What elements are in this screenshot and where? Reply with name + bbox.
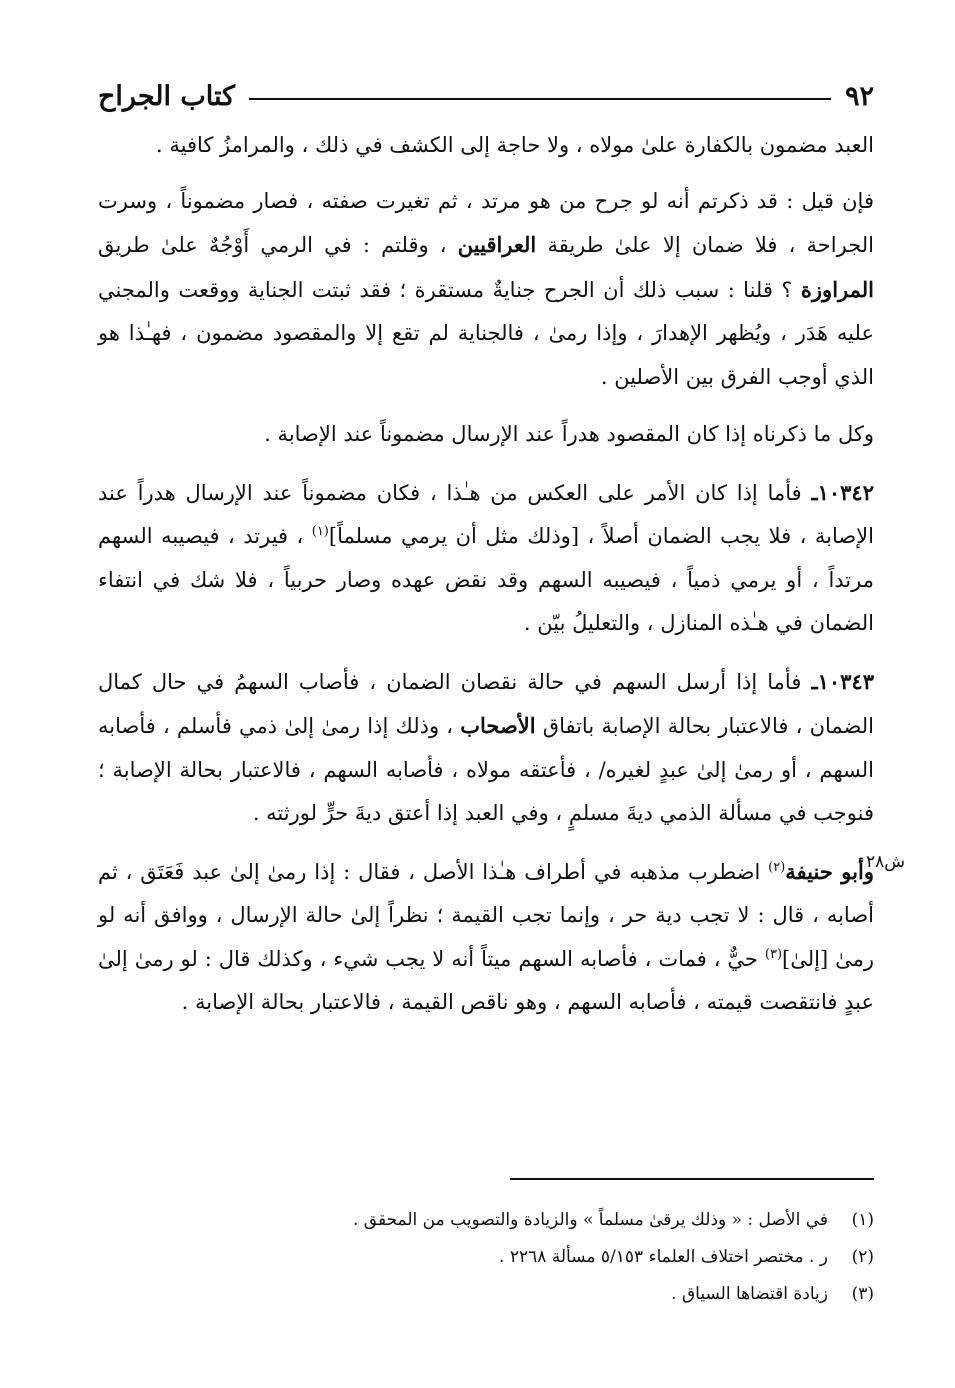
main-text (98, 124, 874, 1039)
paragraph-5-text-a: فأما إذا أرسل السهم في حالة نقصان الضمان ، فأصاب السهمُ في حال كمال الضمان ، فالاعتبار بحالة الإصابة باتفاق (98, 669, 874, 738)
header-rule (249, 98, 831, 100)
name-abu-hanifa: وأبو حنيفة (785, 858, 874, 884)
manuscript-folio-marker: ش٢٨ (866, 852, 906, 872)
paragraph-2-text-a: فإن قيل : قد ذكرتم أنه لو جرح من هو مرتد ، ثم تغيرت صفته ، فصار مضموناً ، وسرت الجراحة ، فلا ضمان إلا علىٰ طريقة (98, 188, 874, 257)
footnotes (120, 1202, 874, 1313)
paragraph-2 (98, 180, 874, 400)
term-marawiza: المراوزة (800, 276, 874, 302)
book-title: كتاب الجراح (98, 80, 236, 112)
issue-number-10342: ١٠٣٤٢ـ (811, 479, 874, 505)
paragraph-6-text-b: حيٌّ ، فمات ، فأصابه السهم ميتاً أنه لا يجب شيء ، وكذلك قال : لو رمىٰ إلىٰ عبدٍ فانتقصت قيمته ، فأصابه السهم ، وهو ناقص القيمة ، فالاعتبار بحالة الإصابة . (98, 946, 874, 1014)
paragraph-3 (98, 413, 874, 457)
paragraph-5-text-b: ، وذلك إذا رمىٰ إلىٰ ذمي فأسلم ، فأصابه السهم ، أو رمىٰ إلىٰ عبدٍ لغيره/ ، فأعتقه مولاه ، فأصابه السهم ، فالاعتبار بحالة الإصابة ؛ فنوجب في مسألة الذمي ديةَ مسلمٍ ، وفي العبد إذا أعتق ديةَ حرٍّ لورثته . (98, 714, 874, 825)
paragraph-1 (98, 124, 874, 168)
footnote-ref-3[interactable]: (٣) (764, 946, 783, 962)
running-header (98, 76, 874, 116)
paragraph-6-text-a: اضطرب مذهبه في أطراف هـٰذا الأصل ، فقال : إذا رمىٰ إلىٰ عبد فَعَتَق ، ثم أصابه ، قال : لا تجب دية حر ، وإنما تجب القيمة ؛ نظراً إلىٰ حالة الإرسال ، ووافق أنه لو رمىٰ [إلىٰ] (98, 859, 874, 971)
paragraph-4 (98, 471, 874, 646)
term-ashab: الأصحاب (460, 713, 536, 738)
paragraph-5 (98, 660, 874, 836)
page-number: ٩٢ (844, 80, 874, 112)
paragraph-4-text-a: فأما إذا كان الأمر على العكس من هـٰذا ، فكان مضموناً عند الإرسال هدراً عند الإصابة ، فلا يجب الضمان أصلاً ، [وذلك مثل أن يرمي مسلماً] (98, 480, 874, 548)
paragraph-1-text: العبد مضمون بالكفارة علىٰ مولاه ، ولا حاجة إلى الكشف في ذلك ، والمرامزُ كافية . (156, 133, 874, 157)
footnote-text: ر . مختصر اختلاف العلماء ٥/١٥٣ مسألة ٢٢٦٨ . (499, 1247, 828, 1267)
paragraph-4-text-b: ، فيرتد ، فيصيبه السهم مرتداً ، أو يرمي ذمياً ، فيصيبه السهم وقد نقض عهده وصار حربياً ، فلا شك في انتفاء الضمان في هـٰذه المنازل ، والتعليلُ بيّن . (98, 524, 874, 635)
footnote-ref-1[interactable]: (١) (311, 524, 329, 539)
issue-number-10343: ١٠٣٤٣ـ (811, 668, 874, 694)
footnote-1 (120, 1202, 874, 1239)
paragraph-2-text-c: ؟ قلنا : سبب ذلك أن الجرح جنايةٌ مستقرة ؛ فقد ثبتت الجناية ووقعت والمجني عليه هَدَر ، ويُظهر الإهدارَ ، وإذا رمىٰ ، فالجناية لم تقع إلا والمقصود مضمون ، فهـٰذا هو الذي أوجب الفرق بين الأصلين . (98, 277, 874, 389)
footnote-number: (٣) (851, 1284, 874, 1304)
term-iraqiyyin: العراقيين (457, 232, 537, 257)
footnote-separator (510, 1178, 874, 1180)
footnote-text: في الأصل : « وذلك يرقىٰ مسلماً » والزيادة والتصويب من المحقق . (352, 1210, 828, 1230)
footnote-3 (120, 1276, 874, 1313)
footnote-number: (١) (851, 1210, 874, 1230)
paragraph-3-text: وكل ما ذكرناه إذا كان المقصود هدراً عند الإرسال مضموناً عند الإصابة . (264, 422, 874, 446)
paragraph-6 (98, 850, 874, 1025)
footnote-number: (٢) (851, 1247, 874, 1267)
footnote-text: زيادة اقتضاها السياق . (671, 1284, 828, 1304)
footnote-ref-2[interactable]: (٢) (768, 859, 786, 875)
paragraph-2-text-b: ، وقلتم : في الرمي أَوْجُهٌ علىٰ طريق (98, 233, 458, 257)
footnote-2 (120, 1239, 874, 1276)
